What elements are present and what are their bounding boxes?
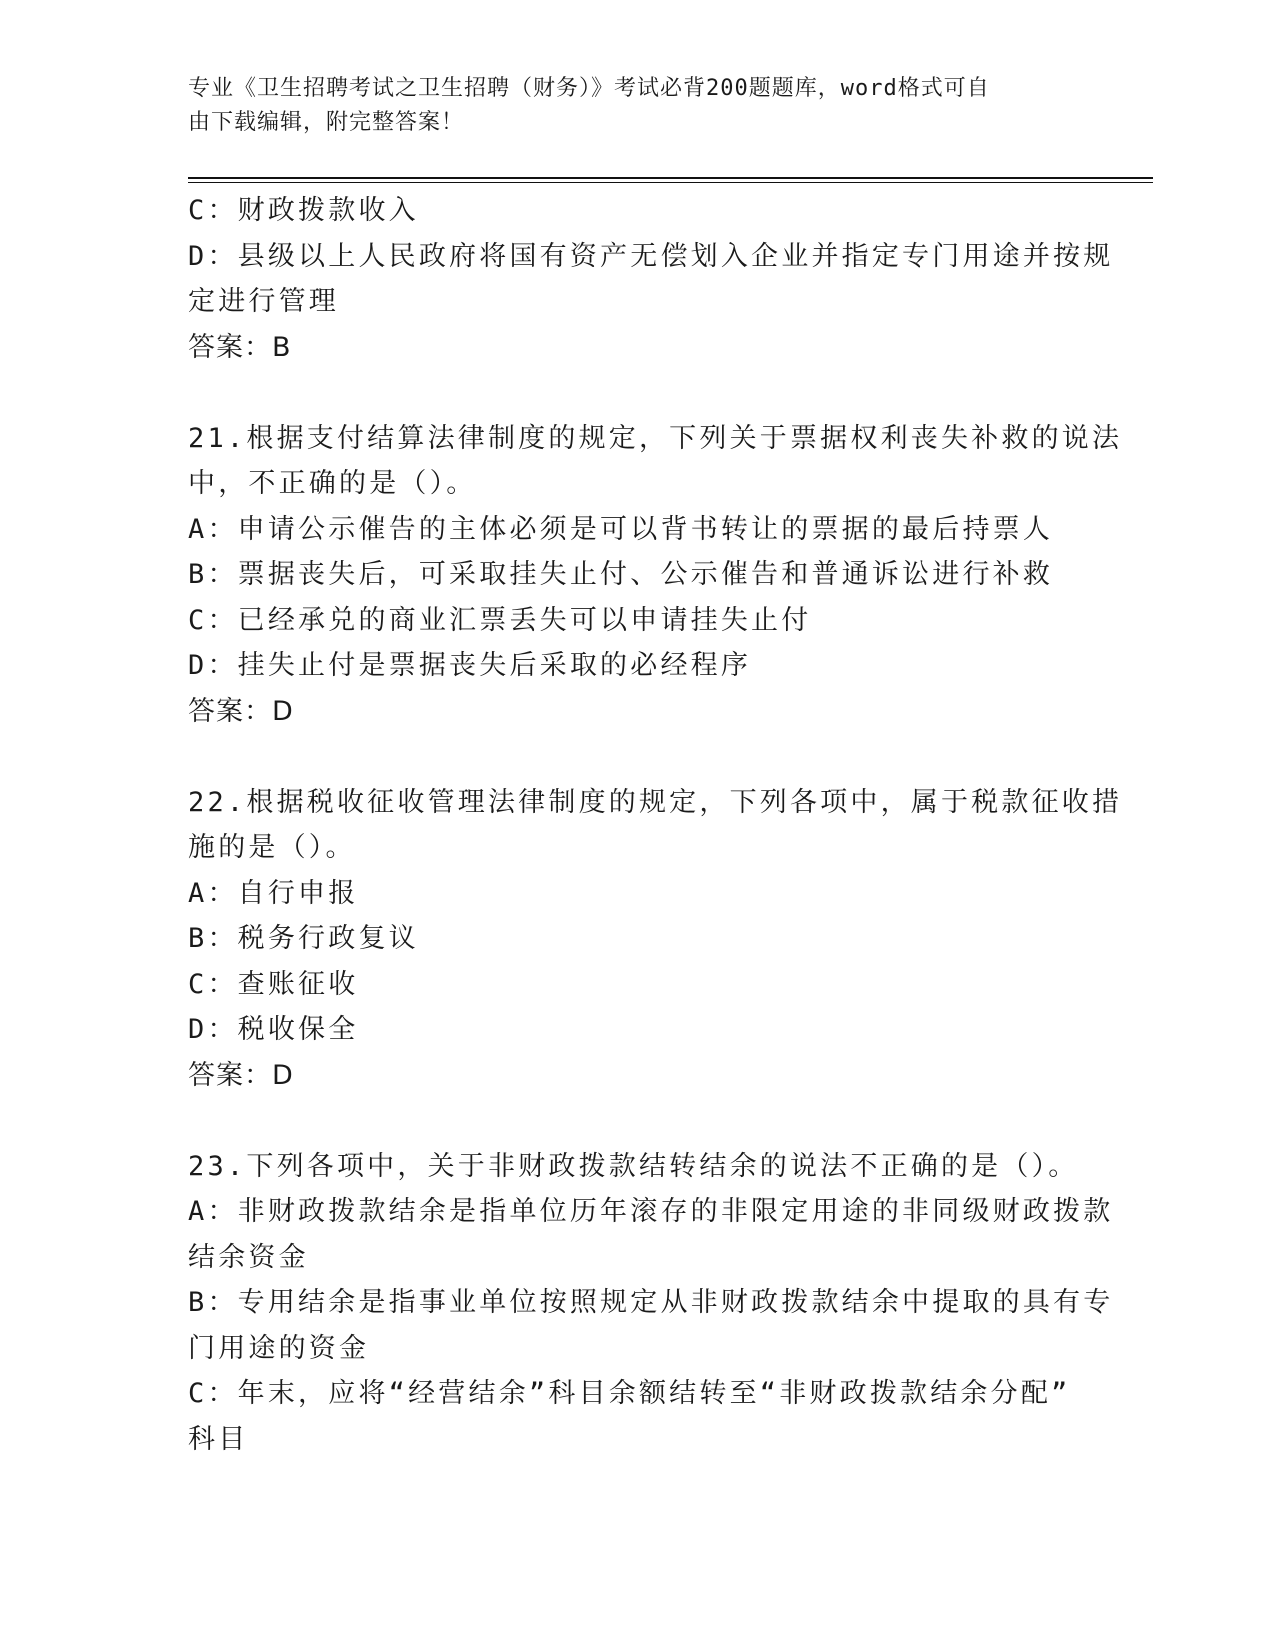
option-d-line-1: D：县级以上人民政府将国有资产无偿划入企业并指定专门用途并按规: [188, 240, 1114, 272]
previous-question-tail: [188, 188, 1114, 370]
question-22: [188, 780, 1123, 1099]
question-stem-line-2: 中，不正确的是（）。: [188, 468, 477, 499]
option-c: C：财政拨款收入: [188, 195, 419, 226]
header-divider-thin: [188, 182, 1153, 183]
question-23: [188, 1144, 1114, 1463]
header-title-line-2: 由下载编辑，附完整答案！: [188, 110, 465, 135]
option-a: A：申请公示催告的主体必须是可以背书转让的票据的最后持票人: [188, 513, 1054, 545]
question-stem-line-1: 21.根据支付结算法律制度的规定，下列关于票据权利丧失补救的说法: [188, 422, 1123, 454]
option-b-line-2: 门用途的资金: [188, 1332, 370, 1364]
option-c: C：已经承兑的商业汇票丢失可以申请挂失止付: [188, 604, 812, 636]
page-header: [188, 72, 1068, 140]
option-b: B：税务行政复议: [188, 923, 419, 954]
option-c-line-1: C：年末，应将“经营结余”科目余额结转至“非财政拨款结余分配”: [188, 1378, 1071, 1409]
question-stem: 23.下列各项中，关于非财政拨款结转结余的说法不正确的是（）。: [188, 1150, 1079, 1182]
question-list: [188, 188, 1123, 1462]
header-divider-thick: [188, 177, 1153, 179]
question-stem-line-1: 22.根据税收征收管理法律制度的规定，下列各项中，属于税款征收措: [188, 786, 1123, 818]
option-a: A：自行申报: [188, 877, 359, 909]
answer: 答案：B: [188, 331, 292, 363]
header-title-line-1: 专业《卫生招聘考试之卫生招聘（财务）》考试必背200题题库，word格式可自: [188, 76, 990, 101]
option-b-line-1: B：专用结余是指事业单位按照规定从非财政拨款结余中提取的具有专: [188, 1287, 1114, 1318]
answer: 答案：D: [188, 1059, 294, 1091]
option-c-line-2: 科目: [188, 1423, 249, 1455]
option-d-line-2: 定进行管理: [188, 286, 339, 317]
option-d: D：挂失止付是票据丧失后采取的必经程序: [188, 650, 752, 681]
answer: 答案：D: [188, 695, 294, 727]
option-d: D：税收保全: [188, 1014, 359, 1045]
option-b: B：票据丧失后，可采取挂失止付、公示催告和普通诉讼进行补救: [188, 559, 1054, 590]
option-a-line-1: A：非财政拨款结余是指单位历年滚存的非限定用途的非同级财政拨款: [188, 1196, 1114, 1227]
option-a-line-2: 结余资金: [188, 1241, 309, 1273]
question-stem-line-2: 施的是（）。: [188, 832, 356, 863]
question-21: [188, 416, 1123, 735]
option-c: C：查账征收: [188, 968, 359, 1000]
